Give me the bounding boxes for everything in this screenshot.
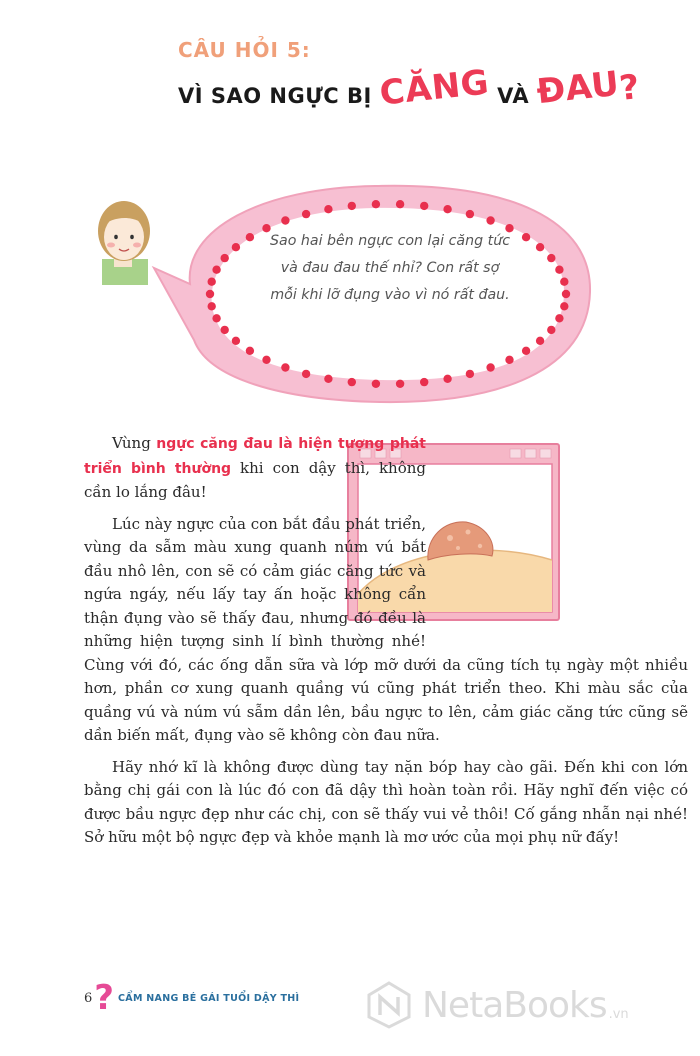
bubble-dot [547,254,555,262]
bubble-dot [547,326,555,334]
bubble-dot [505,356,513,364]
bubble-dot [443,205,451,213]
bubble-dot [324,205,332,213]
bubble-dot [232,243,240,251]
page-footer [84,978,299,1018]
bubble-dot [232,337,240,345]
bubble-dot [536,337,544,345]
bubble-dot [212,266,220,274]
series-title: CẨM NANG BÉ GÁI TUỔI DẬY THÌ [118,992,300,1004]
title-highlight-dau: ĐAU [534,63,622,113]
bubble-dot [560,278,568,286]
bubble-dot [302,210,310,218]
question-label: CÂU HỎI 5: [178,38,311,62]
bubble-dot [443,375,451,383]
bubble-dot [420,202,428,210]
bubble-dot [562,290,570,298]
bubble-dot [372,200,380,208]
watermark [364,980,629,1030]
bubble-dot [246,347,254,355]
bubble-dot [348,202,356,210]
paragraph-1-end: khi con dậy thì, không cần lo lắng đâu! [84,458,427,501]
question-mark-icon: ? [94,978,115,1018]
bubble-dot [396,200,404,208]
bubble-dot [324,375,332,383]
title-highlight-cang: CĂNG [377,62,491,114]
bubble-dot [221,326,229,334]
bubble-line: Sao hai bên ngực con lại căng tức [270,233,510,249]
title-question-mark: ? [617,67,642,109]
bubble-dot [212,314,220,322]
bubble-dot [466,210,474,218]
bubble-dot [555,266,563,274]
bubble-dot [281,363,289,371]
highlighted-phrase: ngực căng đau là hiện tượng phát triển bình thường [84,436,426,477]
netabooks-logo-icon [364,980,414,1030]
title-part-2: VÀ [489,84,537,108]
bubble-dot [396,380,404,388]
illustration-space [426,432,688,632]
bubble-dot [466,370,474,378]
bubble-dot [555,314,563,322]
bubble-dot [372,380,380,388]
bubble-dot [486,363,494,371]
paragraph-3: Hãy nhớ kĩ là không được dùng tay nặn bóp hay cào gãi. Đến khi con lớn bằng chị gái con là lúc đó con đã dậy thì hoàn toàn rồi. Hãy nghĩ đến việc có được bầu ngực đẹp như các chị, con sẽ thấy vui vẻ thôi! Cố gắng nhẫn nại nhé! Sở hữu một bộ ngực đẹp và khỏe mạnh là mơ ước của mọi phụ nữ đấy! [84,757,688,846]
bubble-dot [348,378,356,386]
page-number: 6 [84,990,93,1006]
paragraph-2: Lúc này ngực của con bắt đầu phát triển, vùng da sẫm màu xung quanh núm vú bắt đầu nhô lên, con sẽ có cảm giác căng tức và ngứa ngáy, nếu lấy tay ấn hoặc không cẩn thận đụng vào sẽ thấy đau, nhưng đó đều là những hiện tượng sinh lí bình thường nhé! Cùng với đó, các ống dẫn sữa và lớp mỡ dưới da cũng tích tụ ngày một nhiều hơn, phần cơ xung quanh quầng vú cũng phát triển theo. Khi màu sắc của quầng vú và núm vú sẫm dần lên, bầu ngực to lên, cảm giác căng tức cũng sẽ dần biến mất, đụng vào sẽ không còn đau nữa. [84,514,688,744]
girl-avatar-illustration [88,185,160,285]
bubble-dot [221,254,229,262]
bubble-dot [208,302,216,310]
watermark-name: NetaBooks [422,984,607,1026]
title-part-1: VÌ SAO NGỰC BỊ [178,84,380,108]
bubble-dot [206,290,214,298]
paragraph-1-start: Vùng [112,434,157,452]
bubble-dot [302,370,310,378]
bubble-dot [420,378,428,386]
bubble-line: mỗi khi lỡ đụng vào vì nó rất đau. [270,287,510,303]
bubble-text [240,228,540,309]
bubble-dot [281,216,289,224]
bubble-dot [486,216,494,224]
body-text [84,432,688,858]
bubble-line: và đau đau thế nhỉ? Con rất sợ [280,260,500,276]
question-title [178,62,642,114]
bubble-dot [262,356,270,364]
watermark-suffix: .vn [608,1006,629,1022]
bubble-dot [560,302,568,310]
bubble-dot [208,278,216,286]
bubble-dot [522,347,530,355]
